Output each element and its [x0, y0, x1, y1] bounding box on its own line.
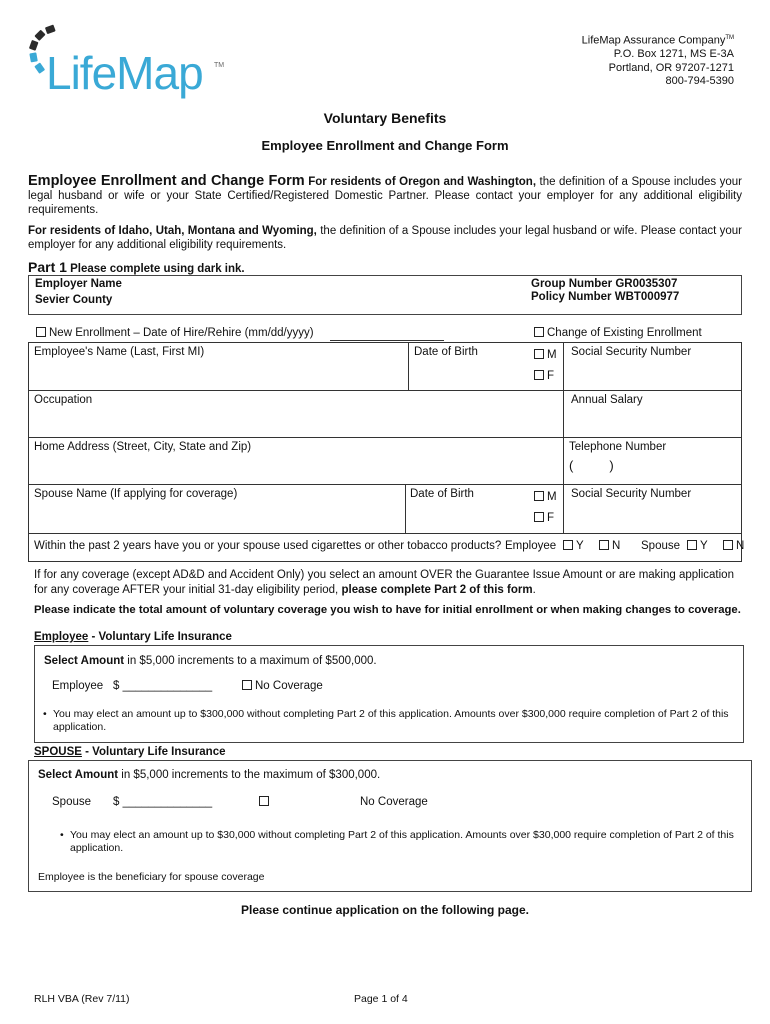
employee-female-label: F — [547, 370, 555, 382]
spouse-male-checkbox[interactable] — [534, 491, 544, 501]
part1-instruction: Please complete using dark ink. — [70, 263, 245, 275]
employee-gender-m[interactable] — [534, 349, 557, 361]
tobacco-employee-label: Employee — [505, 540, 557, 552]
change-enrollment-label: Change of Existing Enrollment — [547, 327, 702, 339]
spouse-male-label: M — [547, 491, 557, 503]
spouse-definition-idaho — [28, 224, 742, 252]
employer-name-label: Employer Name — [35, 278, 122, 290]
employee-select-rest: in $5,000 increments to a maximum of $500,000. — [124, 655, 377, 667]
occupation-field[interactable]: Occupation — [34, 394, 93, 406]
page-number: Page 1 of 4 — [354, 993, 408, 1005]
company-address-1: P.O. Box 1271, MS E-3A — [613, 48, 734, 61]
tobacco-spouse-yes-checkbox[interactable] — [687, 540, 697, 550]
tobacco-employee-no-label: N — [612, 540, 621, 552]
spouse-no-coverage-box[interactable] — [259, 796, 269, 806]
oregon-text: the definition of a Spouse includes your legal husband or wife or your State Certified/Registered Domestic Partner. Please contact your employer for any additional eligibility requirements. — [28, 176, 742, 216]
telephone-label: Telephone Number — [569, 441, 667, 453]
part1-label: Part 1 — [28, 259, 67, 275]
company-name: LifeMap Assurance Company — [581, 34, 726, 47]
oregon-lead: For residents of Oregon and Washington, — [308, 176, 537, 188]
phone-paren-open: ( — [569, 458, 574, 473]
spouse-life-box — [28, 760, 752, 892]
annual-salary-field[interactable]: Annual Salary — [571, 394, 643, 406]
telephone-field[interactable] — [569, 441, 666, 473]
spouse-amount-input[interactable]: $ ______________ — [113, 796, 213, 808]
guarantee-text: If for any coverage (except AD&D and Accident Only) you select an amount OVER the Guarantee Issue Amount or are making application for any coverage AFTER your initial 31-day eligibility period, — [34, 569, 734, 596]
policy-number: Policy Number WBT000977 — [531, 291, 680, 303]
tobacco-question: Within the past 2 years have you or your spouse used cigarettes or other tobacco products? — [34, 540, 502, 552]
employee-name-field[interactable]: Employee's Name (Last, First MI) — [34, 346, 205, 358]
group-number: Group Number GR0035307 — [531, 278, 678, 290]
spouse-no-coverage-checkbox[interactable] — [259, 796, 272, 808]
spouse-select-rest: in $5,000 increments to the maximum of $300,000. — [118, 769, 381, 781]
tobacco-employee-no[interactable] — [599, 540, 620, 552]
company-address-2: Portland, OR 97207-1271 — [608, 61, 734, 74]
spouse-name-field[interactable]: Spouse Name (If applying for coverage) — [34, 488, 238, 500]
spouse-amount-label: Spouse — [52, 796, 92, 808]
employee-amount-input[interactable]: $ ______________ — [113, 680, 213, 692]
company-info — [582, 32, 734, 89]
continue-notice: Please continue application on the following page. — [240, 903, 530, 917]
employee-life-heading-u: Employee — [34, 631, 89, 643]
tobacco-employee-yes-label: Y — [576, 540, 584, 552]
main-title: Voluntary Benefits — [323, 110, 447, 126]
guarantee-bold: please complete Part 2 of this form — [341, 584, 533, 596]
employee-female-checkbox[interactable] — [534, 370, 544, 380]
change-enrollment-option[interactable] — [534, 327, 702, 339]
employee-select-bold: Select Amount — [44, 655, 125, 667]
employee-no-coverage[interactable] — [242, 680, 323, 692]
spouse-gender-m[interactable] — [534, 491, 557, 503]
tobacco-spouse-no-checkbox[interactable] — [723, 540, 733, 550]
spouse-select-bold: Select Amount — [38, 769, 119, 781]
logo — [26, 22, 226, 102]
guarantee-issue-notice — [34, 568, 750, 598]
company-phone: 800-794-5390 — [665, 75, 734, 88]
spouse-beneficiary-note: Employee is the beneficiary for spouse coverage — [38, 871, 265, 883]
employee-select-amount — [44, 655, 377, 667]
logo-trademark: TM — [214, 62, 225, 69]
tobacco-spouse-yes[interactable] — [687, 540, 708, 552]
change-enrollment-checkbox[interactable] — [534, 327, 544, 337]
employee-life-box — [34, 645, 744, 743]
employee-life-heading-rest: - Voluntary Life Insurance — [88, 631, 232, 643]
home-address-field[interactable]: Home Address (Street, City, State and Zip) — [34, 441, 252, 453]
employee-male-label: M — [547, 349, 557, 361]
spouse-female-checkbox[interactable] — [534, 512, 544, 522]
tobacco-employee-yes[interactable] — [563, 540, 584, 552]
employee-male-checkbox[interactable] — [534, 349, 544, 359]
employee-no-coverage-label: No Coverage — [255, 680, 323, 692]
tobacco-spouse-yes-label: Y — [700, 540, 708, 552]
spouse-life-heading-rest: - Voluntary Life Insurance — [81, 746, 226, 758]
spouse-gender-f[interactable] — [534, 512, 554, 524]
company-tm: TM — [725, 35, 734, 41]
spouse-life-heading-u: SPOUSE — [34, 746, 82, 758]
tobacco-spouse-no[interactable] — [723, 540, 744, 552]
part1-heading — [28, 259, 245, 275]
employee-amount-label: Employee — [52, 680, 104, 692]
guarantee-end: . — [532, 584, 536, 596]
idaho-text: the definition of a Spouse includes your legal husband or wife. Please contact your employer for any additional eligibility requirements. — [28, 225, 742, 251]
new-enrollment-label: New Enrollment – Date of Hire/Rehire (mm/dd/yyyy) — [49, 327, 314, 339]
spouse-select-amount — [38, 769, 380, 781]
form-heading: Employee Enrollment and Change Form — [28, 173, 305, 189]
idaho-lead: For residents of Idaho, Utah, Montana and Wyoming, — [28, 225, 317, 237]
tobacco-spouse-no-label: N — [736, 540, 745, 552]
spouse-no-coverage-label: No Coverage — [360, 796, 428, 808]
employee-note: • You may elect an amount up to $300,000 without completing Part 2 of this application. Amounts over $300,000 require completion of Part 2 of this application. — [53, 708, 733, 734]
new-enrollment-option[interactable] — [36, 327, 314, 339]
logo-wordmark: LifeMap — [46, 47, 203, 99]
employer-name[interactable]: Sevier County — [35, 294, 113, 306]
employee-life-heading — [34, 631, 232, 643]
tobacco-employee-yes-checkbox[interactable] — [563, 540, 573, 550]
spouse-note: • You may elect an amount up to $30,000 without completing Part 2 of this application. Amounts over $30,000 require completion of Part 2 of this application. — [70, 829, 750, 855]
coverage-instruction: Please indicate the total amount of voluntary coverage you wish to have for initial enrollment or when making changes to coverage. — [34, 604, 741, 616]
spouse-life-heading — [34, 746, 226, 758]
employer-box — [28, 275, 742, 315]
tobacco-spouse-label: Spouse — [641, 540, 681, 552]
form-id: RLH VBA (Rev 7/11) — [34, 993, 130, 1005]
sub-title: Employee Enrollment and Change Form — [261, 138, 509, 153]
employee-dob-field[interactable]: Date of Birth — [414, 346, 478, 358]
phone-paren-close: ) — [609, 458, 614, 473]
new-enrollment-checkbox[interactable] — [36, 327, 46, 337]
spouse-ssn-field[interactable]: Social Security Number — [571, 488, 692, 500]
employee-ssn-field[interactable]: Social Security Number — [571, 346, 692, 358]
spouse-dob-field[interactable]: Date of Birth — [410, 488, 474, 500]
spouse-definition-oregon — [28, 174, 742, 217]
tobacco-employee-no-checkbox[interactable] — [599, 540, 609, 550]
spouse-female-label: F — [547, 512, 555, 524]
employee-gender-f[interactable] — [534, 370, 554, 382]
employee-no-coverage-checkbox[interactable] — [242, 680, 252, 690]
